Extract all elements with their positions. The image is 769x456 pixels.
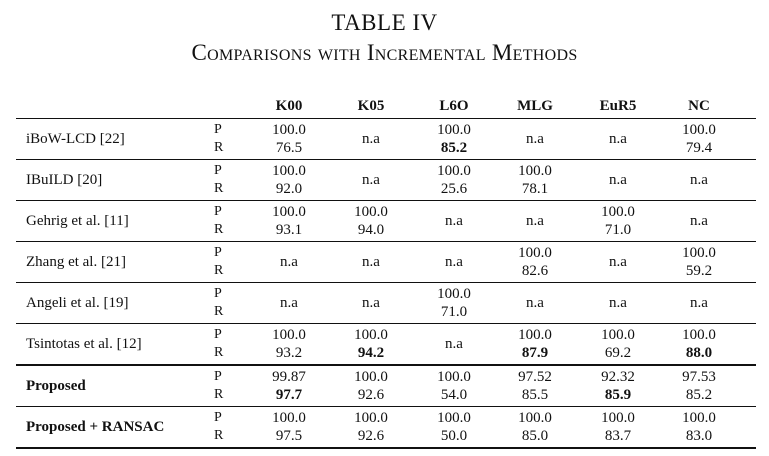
recall-value: 59.2 [685,263,713,279]
recall-value: 25.6 [440,181,468,197]
not-available-value: n.a [526,213,544,229]
precision-value: 100.0 [682,410,716,426]
method-name: Proposed [26,378,86,394]
recall-value: 92.6 [357,387,385,403]
precision-value: 100.0 [518,327,552,343]
recall-value: 82.6 [521,263,549,279]
table-row [16,407,756,447]
table-cell [495,324,575,364]
precision-value: 100.0 [518,245,552,261]
table-cell [578,242,658,282]
precision-label: P [214,369,222,384]
recall-value: 87.9 [521,345,549,361]
table-cell [578,201,658,241]
precision-label: P [214,204,222,219]
table-cell [659,201,739,241]
recall-label: R [214,345,224,360]
not-available-value: n.a [362,172,380,188]
recall-value: 85.5 [521,387,549,403]
precision-value: 92.32 [601,369,635,385]
not-available-value: n.a [609,172,627,188]
column-header-k05: K05 [357,98,385,114]
recall-label: R [214,387,224,402]
precision-value: 99.87 [272,369,306,385]
method-name: Angeli et al. [19] [26,295,129,311]
table-cell [578,160,658,200]
table-cell [659,407,739,447]
precision-value: 100.0 [518,163,552,179]
recall-value: 93.1 [275,222,303,238]
table-cell [659,283,739,323]
table-cell [331,324,411,364]
table-row [16,283,756,323]
recall-value: 71.0 [604,222,632,238]
table-cell [495,283,575,323]
precision-value: 100.0 [272,327,306,343]
table-cell [414,160,494,200]
table-cell [249,160,329,200]
not-available-value: n.a [690,213,708,229]
not-available-value: n.a [609,295,627,311]
recall-value: 85.9 [604,387,632,403]
precision-value: 100.0 [354,327,388,343]
table-cell [495,201,575,241]
recall-value: 71.0 [440,304,468,320]
column-header-l6o: L6O [439,98,469,114]
table-cell [495,119,575,159]
table-cell [331,283,411,323]
not-available-value: n.a [280,295,298,311]
comparison-table [16,96,756,449]
recall-value: 79.4 [685,140,713,156]
precision-value: 100.0 [437,163,471,179]
precision-value: 100.0 [601,327,635,343]
not-available-value: n.a [690,295,708,311]
precision-value: 100.0 [437,122,471,138]
row-rule [16,447,756,449]
table-cell [331,407,411,447]
method-name: IBuILD [20] [26,172,103,188]
precision-value: 100.0 [518,410,552,426]
column-header-mlg: MLG [517,98,553,114]
not-available-value: n.a [362,254,380,270]
not-available-value: n.a [690,172,708,188]
recall-value: 97.7 [275,387,303,403]
method-name: Tsintotas et al. [12] [26,336,142,352]
not-available-value: n.a [445,213,463,229]
table-cell [414,324,494,364]
recall-value: 85.2 [685,387,713,403]
precision-value: 100.0 [272,122,306,138]
table-row [16,119,756,159]
table-cell [495,407,575,447]
table-cell [495,366,575,406]
table-cell [331,366,411,406]
not-available-value: n.a [609,131,627,147]
recall-value: 92.0 [275,181,303,197]
table-cell [578,119,658,159]
not-available-value: n.a [362,295,380,311]
precision-value: 100.0 [354,204,388,220]
precision-label: P [214,163,222,178]
table-cell [331,201,411,241]
table-cell [414,119,494,159]
table-title: Comparisons with Incremental Methods [191,40,578,65]
recall-value: 83.7 [604,428,632,444]
precision-value: 100.0 [437,286,471,302]
method-name: Zhang et al. [21] [26,254,126,270]
recall-value: 83.0 [685,428,713,444]
table-row [16,366,756,406]
recall-value: 94.2 [357,345,385,361]
header-row [16,96,756,118]
precision-value: 100.0 [682,327,716,343]
recall-label: R [214,428,224,443]
table-cell [659,242,739,282]
recall-value: 88.0 [685,345,713,361]
table-cell [249,324,329,364]
not-available-value: n.a [445,254,463,270]
recall-label: R [214,140,224,155]
precision-label: P [214,245,222,260]
method-name: iBoW-LCD [22] [26,131,125,147]
table-cell [249,407,329,447]
recall-value: 69.2 [604,345,632,361]
table-cell [249,201,329,241]
table-cell [495,242,575,282]
column-header-nc: NC [688,98,710,114]
not-available-value: n.a [445,336,463,352]
table-cell [414,242,494,282]
table-cell [659,324,739,364]
precision-label: P [214,410,222,425]
table-label: TABLE IV [331,10,438,35]
not-available-value: n.a [526,131,544,147]
precision-value: 100.0 [272,410,306,426]
table-cell [659,119,739,159]
table-cell [578,324,658,364]
precision-value: 97.52 [518,369,552,385]
recall-value: 54.0 [440,387,468,403]
column-header-k00: K00 [275,98,303,114]
method-name: Proposed + RANSAC [26,419,165,435]
recall-value: 94.0 [357,222,385,238]
recall-value: 92.6 [357,428,385,444]
precision-label: P [214,327,222,342]
recall-label: R [214,263,224,278]
precision-value: 100.0 [437,369,471,385]
table-cell [495,160,575,200]
recall-value: 85.0 [521,428,549,444]
not-available-value: n.a [280,254,298,270]
recall-value: 76.5 [275,140,303,156]
table-row [16,242,756,282]
table-cell [331,160,411,200]
not-available-value: n.a [362,131,380,147]
table-cell [659,160,739,200]
column-header-eur5: EuR5 [599,98,637,114]
precision-value: 100.0 [601,410,635,426]
table-cell [249,366,329,406]
table-cell [578,283,658,323]
precision-value: 100.0 [601,204,635,220]
precision-value: 100.0 [437,410,471,426]
not-available-value: n.a [526,295,544,311]
method-name: Gehrig et al. [11] [26,213,129,229]
table-cell [414,366,494,406]
recall-value: 85.2 [440,140,468,156]
precision-label: P [214,122,222,137]
table-cell [659,366,739,406]
recall-label: R [214,304,224,319]
table-cell [331,242,411,282]
table-cell [249,283,329,323]
precision-value: 100.0 [354,369,388,385]
table-cell [331,119,411,159]
precision-value: 100.0 [272,204,306,220]
table-cell [578,366,658,406]
precision-label: P [214,286,222,301]
recall-value: 97.5 [275,428,303,444]
recall-value: 50.0 [440,428,468,444]
precision-value: 100.0 [272,163,306,179]
precision-value: 100.0 [682,245,716,261]
recall-value: 78.1 [521,181,549,197]
table-cell [578,407,658,447]
table-row [16,324,756,364]
table-cell [414,201,494,241]
table-cell [249,119,329,159]
precision-value: 100.0 [682,122,716,138]
table-body [16,119,756,449]
not-available-value: n.a [609,254,627,270]
recall-label: R [214,222,224,237]
table-cell [414,283,494,323]
table-row [16,201,756,241]
precision-value: 97.53 [682,369,716,385]
table-cell [414,407,494,447]
table-cell [249,242,329,282]
table-row [16,160,756,200]
precision-value: 100.0 [354,410,388,426]
recall-label: R [214,181,224,196]
recall-value: 93.2 [275,345,303,361]
